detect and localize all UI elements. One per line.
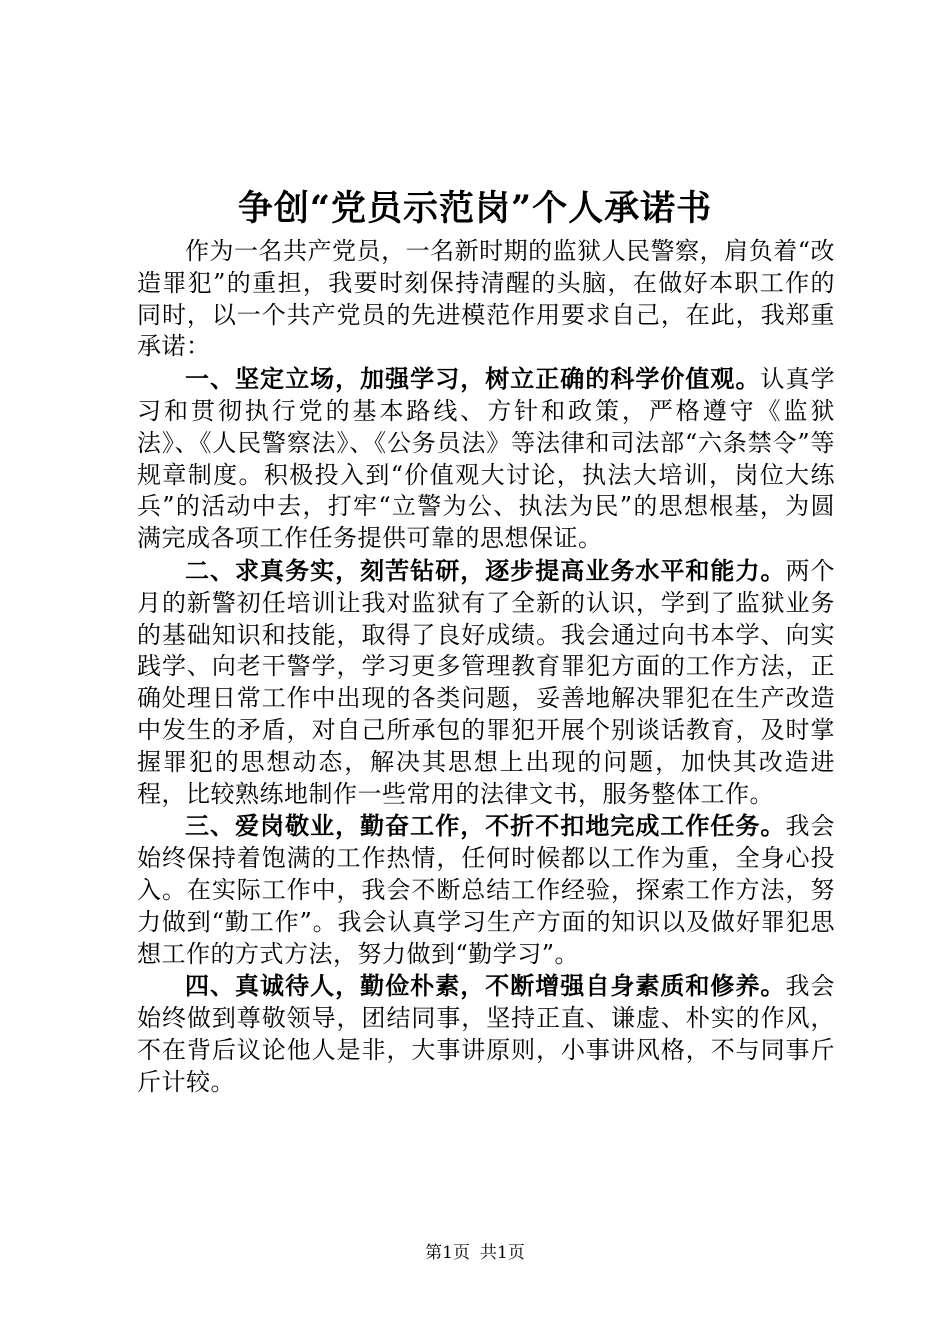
section-heading: 二、求真务实，刻苦钻研，逐步提高业务水平和能力。 [185,555,786,585]
section-paragraph [137,810,835,970]
intro-paragraph: 作为一名共产党员，一名新时期的监狱人民警察，肩负着“改造罪犯”的重担，我要时刻保持清醒的头脑，在做好本职工作的同时，以一个共产党员的先进模范作用要求自己，在此，我郑重承诺： [137,237,835,361]
document-body [137,236,835,1099]
section-body: 我会始终做到尊敬领导，团结同事，坚持正直、谦虚、朴实的作风，不在背后议论他人是非，大事讲原则，小事讲风格，不与同事斤斤计较。 [137,972,836,1096]
page-total: 共1页 [480,1243,525,1263]
section-paragraph [137,555,835,810]
section-heading: 三、爱岗敬业，勤奋工作，不折不扣地完成工作任务。 [185,811,786,841]
page-number: 第1页 [425,1243,470,1263]
section-body: 认真学习和贯彻执行党的基本路线、方针和政策，严格遵守《监狱法》、《人民警察法》、《公务员法》等法律和司法部“六条禁令”等规章制度。积极投入到“价值观大讨论，执法大培训，岗位大练兵”的活动中去，打牢“立警为公、执法为民”的思想根基，为圆满完成各项工作任务提供可靠的思想保证。 [137,365,836,553]
section-paragraph [137,363,835,555]
section-heading: 一、坚定立场，加强学习，树立正确的科学价值观。 [185,364,761,394]
section-body: 两个月的新警初任培训让我对监狱有了全新的认识，学到了监狱业务的基础知识和技能，取得了良好成绩。我会通过向书本学、向实践学、向老干警学，学习更多管理教育罪犯方面的工作方法，正确处理日常工作中出现的各类问题，妥善地解决罪犯在生产改造中发生的矛盾，对自己所承包的罪犯开展个别谈话教育，及时掌握罪犯的思想动态，解决其思想上出现的问题，加快其改造进程，比较熟练地制作一些常用的法律文书，服务整体工作。 [137,556,836,808]
section-paragraph [137,970,835,1098]
section-body: 我会始终保持着饱满的工作热情，任何时候都以工作为重，全身心投入。在实际工作中，我会不断总结工作经验，探索工作方法，努力做到“勤工作”。我会认真学习生产方面的知识以及做好罪犯思想工作的方式方法，努力做到“勤学习”。 [137,812,836,968]
section-heading: 四、真诚待人，勤俭朴素，不断增强自身素质和修养。 [185,971,786,1001]
page-footer [0,1241,950,1265]
page-title: 争创“党员示范岗”个人承诺书 [237,188,713,229]
